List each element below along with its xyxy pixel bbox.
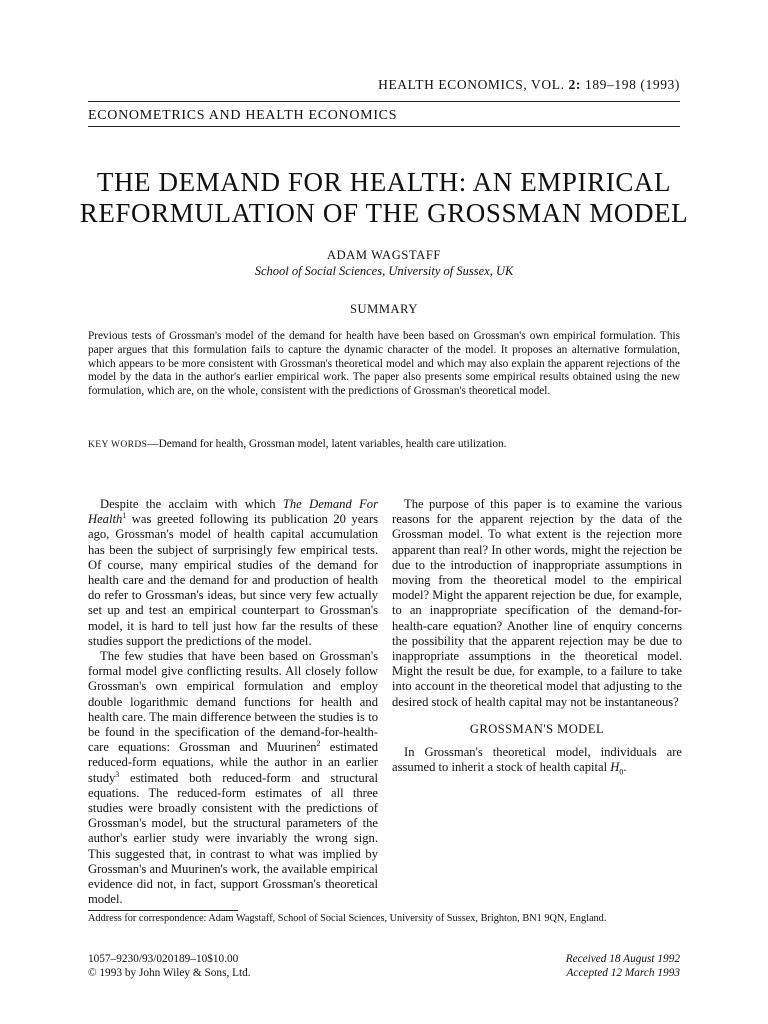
author-name: ADAM WAGSTAFF xyxy=(327,248,441,262)
abstract-text: Previous tests of Grossman's model of the demand for health have been based on Grossman's own empirical formulation. This paper argues that this formulation fails to capture the dynamic character of the model. It proposes an alternative formulation, which appears to be more consistent with Grossman's theoretical model and which may also explain the apparent rejections of the model by the data in the author's earlier empirical work. The paper also presents some empirical results obtained using the new formulation, which are, on the whole, consistent with the predictions of Grossman's theoretical model. xyxy=(88,330,680,398)
paragraph-2: The few studies that have been based on Grossman's formal model give conflicting results. All closely follow Grossman's own empirical formulation and employ double logarithmic demand functions for health and health care. The main difference between the studies is to be found in the specification of the demand-for-health-care equations: Grossman and Muurinen$^2$ estimated reduced-form equations, while the author in an earlier study$^3$ estimated both reduced-form and structural equations. The reduced-form estimates of all three studies were broadly consistent with the predictions of Grossman's model, but the structural parameters of the author's earlier study were invariably the wrong sign. This suggested that, in contrast to what was implied by Grossman's and Muurinen's work, the available empirical evidence did not, in fact, support Grossman's theoretical model. xyxy=(88,649,378,907)
keywords xyxy=(88,437,680,452)
grossman-model-heading: GROSSMAN'S MODEL xyxy=(469,721,605,736)
book-title: The Demand For Health xyxy=(88,497,379,527)
publication-info xyxy=(88,953,251,980)
header-rule-top xyxy=(88,101,680,102)
health-capital-symbol: H xyxy=(610,760,620,775)
footnote-ref-3: 3 xyxy=(115,769,120,779)
title-line-1: THE DEMAND FOR HEALTH: AN EMPIRICAL xyxy=(96,167,672,197)
journal-name: HEALTH ECONOMICS, VOL. xyxy=(378,77,569,92)
journal-citation xyxy=(0,77,680,93)
journal-volume: 2: xyxy=(568,77,581,92)
issn-code: 1057–9230/93/020189–10$10.00 xyxy=(88,953,239,965)
section-heading: ECONOMETRICS AND HEALTH ECONOMICS xyxy=(88,108,398,123)
accepted-date: Accepted 12 March 1993 xyxy=(566,966,680,979)
received-date: Received 18 August 1992 xyxy=(565,953,680,965)
keywords-label: KEY WORDS xyxy=(88,440,148,450)
footnote-rule xyxy=(88,910,238,911)
title-line-2: REFORMULATION OF THE GROSSMAN MODEL xyxy=(79,198,689,228)
header-rule-bottom xyxy=(88,126,680,127)
paragraph-4: In Grossman's theoretical model, individuals are assumed to inherit a stock of health capital $H_0$. xyxy=(392,745,682,777)
body-column-left xyxy=(88,497,378,907)
paper-title xyxy=(60,167,708,229)
copyright: © 1993 by John Wiley & Sons, Ltd. xyxy=(88,966,251,979)
health-capital-subscript: 0 xyxy=(619,767,624,777)
journal-pages: 189–198 (1993) xyxy=(581,77,680,92)
keywords-text: —Demand for health, Grossman model, latent variables, health care utilization. xyxy=(147,438,507,450)
paragraph-3: The purpose of this paper is to examine the various reasons for the apparent rejection by the data of the Grossman model. To what extent is the rejection more apparent than real? In other words, might the rejection be due to the introduction of inappropriate assumptions in moving from the theoretical model to the empirical model? Might the apparent rejection be due, for example, to an inappropriate specification of the demand-for-health-care equation? Another line of enquiry concerns the possibility that the apparent rejection may be due to inappropriate assumptions in the theoretical model. Might the result be due, for example, to a failure to take into account in the theoretical model that adjusting to the desired stock of health capital may not be instantaneous? xyxy=(392,497,682,709)
submission-dates xyxy=(566,953,680,980)
footnote-ref-1: 1 xyxy=(122,511,127,521)
summary-heading: SUMMARY xyxy=(349,302,419,316)
author-affiliation: School of Social Sciences, University of Sussex, UK xyxy=(254,264,514,278)
footnote-ref-2: 2 xyxy=(316,739,321,749)
correspondence-address: Address for correspondence: Adam Wagstaff, School of Social Sciences, University of Sussex, Brighton, BN1 9QN, England. xyxy=(88,913,607,924)
paragraph-1: Despite the acclaim with which The Demand For Health$^1$ was greeted following its publication 20 years ago, Grossman's model of health capital accumulation has been the subject of surprisingly few empirical tests. Of course, many empirical studies of the demand for health care and the demand for and production of health do refer to Grossman's ideas, but since very few actually set up and test an empirical counterpart to Grossman's model, it is hard to tell just how far the results of these studies support the predictions of the model. xyxy=(88,497,379,648)
body-column-right xyxy=(392,497,682,780)
